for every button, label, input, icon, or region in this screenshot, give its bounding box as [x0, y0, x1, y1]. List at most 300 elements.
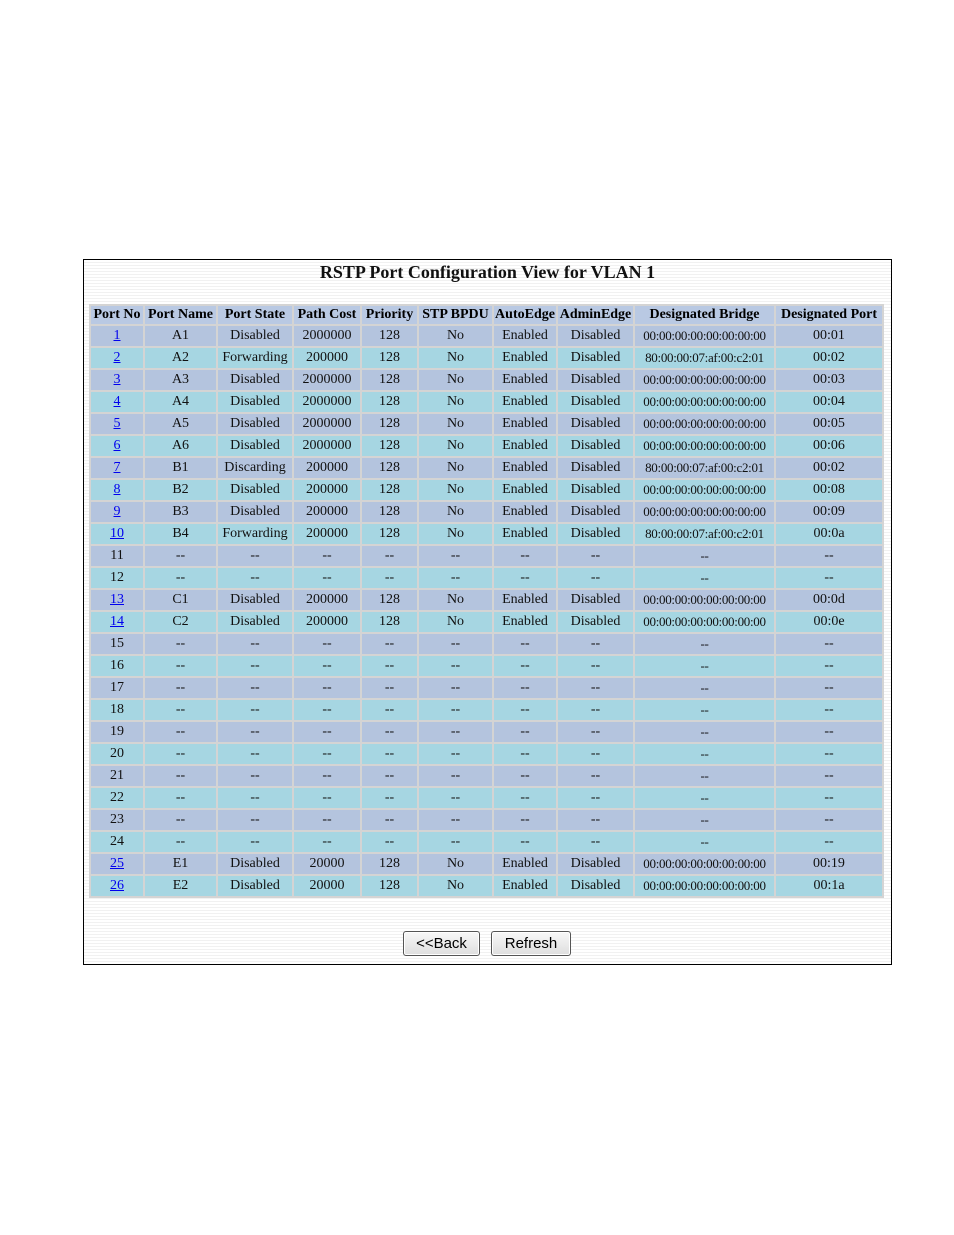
adminedge-cell: Disabled [558, 524, 633, 544]
stp-bpdu-cell: -- [419, 546, 492, 566]
designated-port-cell: -- [776, 832, 882, 852]
path-cost-cell: -- [294, 568, 360, 588]
port-link[interactable]: 8 [113, 482, 121, 497]
port-name-cell: -- [145, 656, 216, 676]
table-row [91, 854, 882, 874]
autoedge-cell: Enabled [494, 612, 556, 632]
priority-cell: 128 [362, 524, 417, 544]
priority-cell: -- [362, 744, 417, 764]
priority-cell: -- [362, 832, 417, 852]
col-header-designated-bridge: Designated Bridge [635, 306, 774, 324]
port-name-cell: -- [145, 810, 216, 830]
designated-port-cell: -- [776, 546, 882, 566]
table-row [91, 766, 882, 786]
port-name-cell: B1 [145, 458, 216, 478]
path-cost-cell: -- [294, 546, 360, 566]
autoedge-cell: -- [494, 810, 556, 830]
port-state-cell: -- [218, 832, 292, 852]
stp-bpdu-cell: -- [419, 832, 492, 852]
port-state-cell: Disabled [218, 480, 292, 500]
stp-bpdu-cell: -- [419, 744, 492, 764]
port-link[interactable]: 6 [113, 438, 121, 453]
adminedge-cell: Disabled [558, 854, 633, 874]
port-state-cell: Forwarding [218, 524, 292, 544]
adminedge-cell: Disabled [558, 436, 633, 456]
port-no-cell [91, 524, 143, 544]
autoedge-cell: Enabled [494, 854, 556, 874]
priority-cell: -- [362, 634, 417, 654]
port-link[interactable]: 4 [113, 394, 121, 409]
autoedge-cell: Enabled [494, 436, 556, 456]
port-state-cell: -- [218, 656, 292, 676]
autoedge-cell: -- [494, 722, 556, 742]
port-no-cell [91, 414, 143, 434]
port-state-cell: -- [218, 546, 292, 566]
port-no-cell [91, 854, 143, 874]
col-header-port-name: Port Name [145, 306, 216, 324]
stp-bpdu-cell: No [419, 392, 492, 412]
port-name-cell: C2 [145, 612, 216, 632]
designated-bridge-cell: -- [635, 700, 774, 720]
priority-cell: 128 [362, 480, 417, 500]
table-row [91, 810, 882, 830]
table-row [91, 876, 882, 896]
stp-bpdu-cell: -- [419, 568, 492, 588]
designated-port-cell: 00:06 [776, 436, 882, 456]
port-state-cell: Disabled [218, 436, 292, 456]
priority-cell: 128 [362, 854, 417, 874]
port-no-cell: 23 [91, 810, 143, 830]
table-row [91, 348, 882, 368]
designated-port-cell: -- [776, 744, 882, 764]
col-header-autoedge: AutoEdge [495, 307, 555, 322]
port-link[interactable]: 10 [110, 526, 124, 541]
port-state-cell: -- [218, 744, 292, 764]
autoedge-cell: -- [494, 656, 556, 676]
stp-bpdu-cell: No [419, 590, 492, 610]
path-cost-cell: 20000 [294, 854, 360, 874]
stp-bpdu-cell: -- [419, 788, 492, 808]
adminedge-cell: -- [558, 744, 633, 764]
adminedge-cell: Disabled [558, 590, 633, 610]
stp-bpdu-cell: No [419, 348, 492, 368]
autoedge-cell: -- [494, 832, 556, 852]
path-cost-cell: -- [294, 700, 360, 720]
autoedge-cell: Enabled [494, 326, 556, 346]
autoedge-cell: Enabled [494, 590, 556, 610]
autoedge-cell: -- [494, 700, 556, 720]
adminedge-cell: Disabled [558, 612, 633, 632]
designated-bridge-cell: -- [635, 788, 774, 808]
designated-port-cell: -- [776, 788, 882, 808]
designated-bridge-cell: 00:00:00:00:00:00:00:00 [635, 414, 774, 434]
port-link[interactable]: 13 [110, 592, 124, 607]
designated-bridge-cell: 00:00:00:00:00:00:00:00 [635, 612, 774, 632]
port-state-cell: Disabled [218, 370, 292, 390]
port-no-cell [91, 612, 143, 632]
table-header-row [91, 306, 882, 324]
adminedge-cell: -- [558, 568, 633, 588]
port-state-cell: -- [218, 634, 292, 654]
port-no-cell: 15 [91, 634, 143, 654]
designated-port-cell: -- [776, 700, 882, 720]
adminedge-cell: -- [558, 678, 633, 698]
stp-bpdu-cell: No [419, 854, 492, 874]
port-name-cell: -- [145, 634, 216, 654]
port-link[interactable]: 26 [110, 878, 124, 893]
table-row [91, 744, 882, 764]
adminedge-cell: Disabled [558, 414, 633, 434]
priority-cell: 128 [362, 876, 417, 896]
col-header-path-cost: Path Cost [294, 306, 360, 324]
port-state-cell: Disabled [218, 414, 292, 434]
adminedge-cell: -- [558, 700, 633, 720]
priority-cell: -- [362, 568, 417, 588]
table-row [91, 832, 882, 852]
table-row [91, 700, 882, 720]
designated-bridge-cell: -- [635, 678, 774, 698]
path-cost-cell: 200000 [294, 502, 360, 522]
adminedge-cell: Disabled [558, 392, 633, 412]
priority-cell: -- [362, 700, 417, 720]
table-body [91, 326, 882, 896]
priority-cell: -- [362, 678, 417, 698]
port-name-cell: -- [145, 788, 216, 808]
path-cost-cell: 200000 [294, 612, 360, 632]
port-no-cell: 18 [91, 700, 143, 720]
port-name-cell: E1 [145, 854, 216, 874]
port-name-cell: B3 [145, 502, 216, 522]
autoedge-cell: -- [494, 678, 556, 698]
priority-cell: 128 [362, 326, 417, 346]
priority-cell: -- [362, 766, 417, 786]
adminedge-cell: Disabled [558, 348, 633, 368]
priority-cell: 128 [362, 370, 417, 390]
stp-bpdu-cell: No [419, 480, 492, 500]
port-name-cell: A4 [145, 392, 216, 412]
path-cost-cell: -- [294, 810, 360, 830]
autoedge-cell: -- [494, 634, 556, 654]
priority-cell: -- [362, 810, 417, 830]
port-state-cell: -- [218, 788, 292, 808]
designated-bridge-cell: 00:00:00:00:00:00:00:00 [635, 854, 774, 874]
path-cost-cell: -- [294, 634, 360, 654]
port-link[interactable]: 14 [110, 614, 124, 629]
adminedge-cell: -- [558, 766, 633, 786]
priority-cell: 128 [362, 436, 417, 456]
adminedge-cell: Disabled [558, 480, 633, 500]
priority-cell: -- [362, 722, 417, 742]
port-no-cell: 24 [91, 832, 143, 852]
port-state-cell: Forwarding [218, 348, 292, 368]
stp-bpdu-cell: No [419, 326, 492, 346]
table-row [91, 480, 882, 500]
table-row [91, 458, 882, 478]
back-button[interactable]: <<Back [403, 931, 480, 956]
path-cost-cell: 2000000 [294, 326, 360, 346]
adminedge-cell: Disabled [558, 876, 633, 896]
port-name-cell: E2 [145, 876, 216, 896]
col-header-adminedge: AdminEdge [559, 307, 632, 322]
table-row [91, 436, 882, 456]
path-cost-cell: -- [294, 788, 360, 808]
port-no-cell: 11 [91, 546, 143, 566]
designated-bridge-cell: 80:00:00:07:af:00:c2:01 [635, 524, 774, 544]
port-name-cell: -- [145, 832, 216, 852]
path-cost-cell: -- [294, 744, 360, 764]
path-cost-cell: -- [294, 832, 360, 852]
port-state-cell: -- [218, 678, 292, 698]
designated-bridge-cell: 80:00:00:07:af:00:c2:01 [635, 348, 774, 368]
table-row [91, 656, 882, 676]
autoedge-cell: Enabled [494, 502, 556, 522]
path-cost-cell: -- [294, 766, 360, 786]
port-state-cell: Disabled [218, 854, 292, 874]
port-no-cell: 22 [91, 788, 143, 808]
port-name-cell: B4 [145, 524, 216, 544]
designated-port-cell: -- [776, 810, 882, 830]
designated-port-cell: 00:0e [776, 612, 882, 632]
designated-port-cell: 00:0d [776, 590, 882, 610]
port-link[interactable]: 5 [113, 416, 121, 431]
designated-bridge-cell: -- [635, 832, 774, 852]
table-row [91, 612, 882, 632]
designated-bridge-cell: -- [635, 810, 774, 830]
path-cost-cell: 2000000 [294, 436, 360, 456]
port-name-cell: A6 [145, 436, 216, 456]
adminedge-cell: Disabled [558, 458, 633, 478]
priority-cell: 128 [362, 392, 417, 412]
table-row [91, 590, 882, 610]
port-no-cell: 19 [91, 722, 143, 742]
path-cost-cell: 200000 [294, 348, 360, 368]
path-cost-cell: 20000 [294, 876, 360, 896]
adminedge-cell: -- [558, 832, 633, 852]
port-state-cell: -- [218, 700, 292, 720]
port-link[interactable]: 7 [113, 460, 121, 475]
stp-bpdu-cell: No [419, 612, 492, 632]
adminedge-cell: Disabled [558, 502, 633, 522]
port-state-cell: -- [218, 766, 292, 786]
designated-bridge-cell: 00:00:00:00:00:00:00:00 [635, 480, 774, 500]
designated-bridge-cell: -- [635, 634, 774, 654]
autoedge-cell: Enabled [494, 458, 556, 478]
port-name-cell: -- [145, 766, 216, 786]
port-state-cell: Disabled [218, 876, 292, 896]
table-row [91, 788, 882, 808]
port-state-cell: -- [218, 568, 292, 588]
port-name-cell: -- [145, 722, 216, 742]
designated-port-cell: 00:08 [776, 480, 882, 500]
col-header-priority: Priority [362, 306, 417, 324]
designated-port-cell: 00:0a [776, 524, 882, 544]
path-cost-cell: -- [294, 678, 360, 698]
adminedge-cell: -- [558, 656, 633, 676]
path-cost-cell: 200000 [294, 590, 360, 610]
designated-bridge-cell: -- [635, 546, 774, 566]
table-row [91, 546, 882, 566]
designated-port-cell: 00:09 [776, 502, 882, 522]
autoedge-cell: Enabled [494, 480, 556, 500]
port-state-cell: Disabled [218, 612, 292, 632]
path-cost-cell: -- [294, 656, 360, 676]
port-name-cell: A5 [145, 414, 216, 434]
port-link[interactable]: 1 [113, 328, 121, 343]
path-cost-cell: -- [294, 722, 360, 742]
autoedge-cell: -- [494, 788, 556, 808]
designated-port-cell: 00:19 [776, 854, 882, 874]
port-state-cell: Disabled [218, 502, 292, 522]
path-cost-cell: 200000 [294, 524, 360, 544]
designated-port-cell: -- [776, 656, 882, 676]
refresh-button[interactable]: Refresh [491, 931, 571, 956]
stp-bpdu-cell: No [419, 458, 492, 478]
designated-port-cell: -- [776, 634, 882, 654]
designated-bridge-cell: 00:00:00:00:00:00:00:00 [635, 590, 774, 610]
port-name-cell: C1 [145, 590, 216, 610]
designated-bridge-cell: 00:00:00:00:00:00:00:00 [635, 326, 774, 346]
port-state-cell: Disabled [218, 392, 292, 412]
port-state-cell: -- [218, 810, 292, 830]
port-name-cell: -- [145, 678, 216, 698]
priority-cell: 128 [362, 348, 417, 368]
designated-bridge-cell: 00:00:00:00:00:00:00:00 [635, 392, 774, 412]
designated-bridge-cell: -- [635, 656, 774, 676]
col-header-port-no: Port No [91, 306, 143, 324]
table-row [91, 634, 882, 654]
autoedge-cell: Enabled [494, 524, 556, 544]
designated-port-cell: 00:1a [776, 876, 882, 896]
port-no-cell: 16 [91, 656, 143, 676]
designated-port-cell: -- [776, 568, 882, 588]
port-state-cell: Disabled [218, 326, 292, 346]
stp-bpdu-cell: -- [419, 634, 492, 654]
designated-port-cell: -- [776, 678, 882, 698]
priority-cell: 128 [362, 502, 417, 522]
stp-bpdu-cell: No [419, 414, 492, 434]
designated-bridge-cell: 00:00:00:00:00:00:00:00 [635, 876, 774, 896]
designated-port-cell: 00:03 [776, 370, 882, 390]
designated-bridge-cell: -- [635, 568, 774, 588]
port-name-cell: -- [145, 568, 216, 588]
designated-port-cell: -- [776, 766, 882, 786]
port-link[interactable]: 2 [113, 350, 121, 365]
table-row [91, 524, 882, 544]
autoedge-cell: Enabled [494, 414, 556, 434]
port-no-cell [91, 392, 143, 412]
adminedge-cell: Disabled [558, 370, 633, 390]
path-cost-cell: 2000000 [294, 370, 360, 390]
col-header-port-state: Port State [218, 306, 292, 324]
adminedge-cell: -- [558, 722, 633, 742]
port-state-cell: Disabled [218, 590, 292, 610]
port-link[interactable]: 25 [110, 856, 124, 871]
autoedge-cell: -- [494, 546, 556, 566]
designated-bridge-cell: -- [635, 766, 774, 786]
adminedge-cell: -- [558, 810, 633, 830]
stp-bpdu-cell: -- [419, 722, 492, 742]
stp-bpdu-cell: No [419, 876, 492, 896]
port-name-cell: A3 [145, 370, 216, 390]
designated-bridge-cell: -- [635, 722, 774, 742]
port-no-cell: 12 [91, 568, 143, 588]
priority-cell: -- [362, 656, 417, 676]
port-no-cell [91, 326, 143, 346]
designated-port-cell: 00:04 [776, 392, 882, 412]
priority-cell: 128 [362, 612, 417, 632]
autoedge-cell: -- [494, 766, 556, 786]
path-cost-cell: 200000 [294, 480, 360, 500]
col-header-designated-port: Designated Port [776, 306, 882, 324]
adminedge-cell: -- [558, 546, 633, 566]
table-row [91, 414, 882, 434]
port-link[interactable]: 9 [113, 504, 121, 519]
port-no-cell [91, 502, 143, 522]
port-no-cell [91, 370, 143, 390]
stp-bpdu-cell: -- [419, 700, 492, 720]
priority-cell: 128 [362, 590, 417, 610]
port-no-cell [91, 436, 143, 456]
designated-bridge-cell: 00:00:00:00:00:00:00:00 [635, 436, 774, 456]
table-row [91, 722, 882, 742]
adminedge-cell: Disabled [558, 326, 633, 346]
stp-bpdu-cell: -- [419, 656, 492, 676]
stp-bpdu-cell: -- [419, 810, 492, 830]
adminedge-cell: -- [558, 634, 633, 654]
designated-port-cell: 00:01 [776, 326, 882, 346]
designated-bridge-cell: 00:00:00:00:00:00:00:00 [635, 370, 774, 390]
table-row [91, 678, 882, 698]
designated-port-cell: 00:02 [776, 348, 882, 368]
port-name-cell: -- [145, 700, 216, 720]
port-no-cell [91, 590, 143, 610]
autoedge-cell: Enabled [494, 348, 556, 368]
port-link[interactable]: 3 [113, 372, 121, 387]
autoedge-cell: -- [494, 568, 556, 588]
stp-bpdu-cell: No [419, 502, 492, 522]
designated-bridge-cell: -- [635, 744, 774, 764]
designated-bridge-cell: 80:00:00:07:af:00:c2:01 [635, 458, 774, 478]
priority-cell: -- [362, 788, 417, 808]
adminedge-cell: -- [558, 788, 633, 808]
port-no-cell [91, 480, 143, 500]
port-no-cell [91, 876, 143, 896]
col-header-stp-bpdu: STP BPDU [419, 306, 492, 324]
stp-bpdu-cell: -- [419, 766, 492, 786]
designated-port-cell: 00:02 [776, 458, 882, 478]
port-no-cell: 17 [91, 678, 143, 698]
table-row [91, 568, 882, 588]
path-cost-cell: 2000000 [294, 392, 360, 412]
priority-cell: 128 [362, 414, 417, 434]
stp-bpdu-cell: No [419, 524, 492, 544]
stp-bpdu-cell: No [419, 436, 492, 456]
port-no-cell [91, 348, 143, 368]
port-name-cell: -- [145, 546, 216, 566]
path-cost-cell: 2000000 [294, 414, 360, 434]
table-row [91, 370, 882, 390]
designated-port-cell: -- [776, 722, 882, 742]
rstp-port-table [89, 304, 884, 898]
stp-bpdu-cell: No [419, 370, 492, 390]
designated-bridge-cell: 00:00:00:00:00:00:00:00 [635, 502, 774, 522]
rstp-config-panel [83, 259, 892, 965]
autoedge-cell: Enabled [494, 876, 556, 896]
path-cost-cell: 200000 [294, 458, 360, 478]
page-title: RSTP Port Configuration View for VLAN 1 [319, 262, 656, 282]
port-state-cell: -- [218, 722, 292, 742]
port-name-cell: A2 [145, 348, 216, 368]
